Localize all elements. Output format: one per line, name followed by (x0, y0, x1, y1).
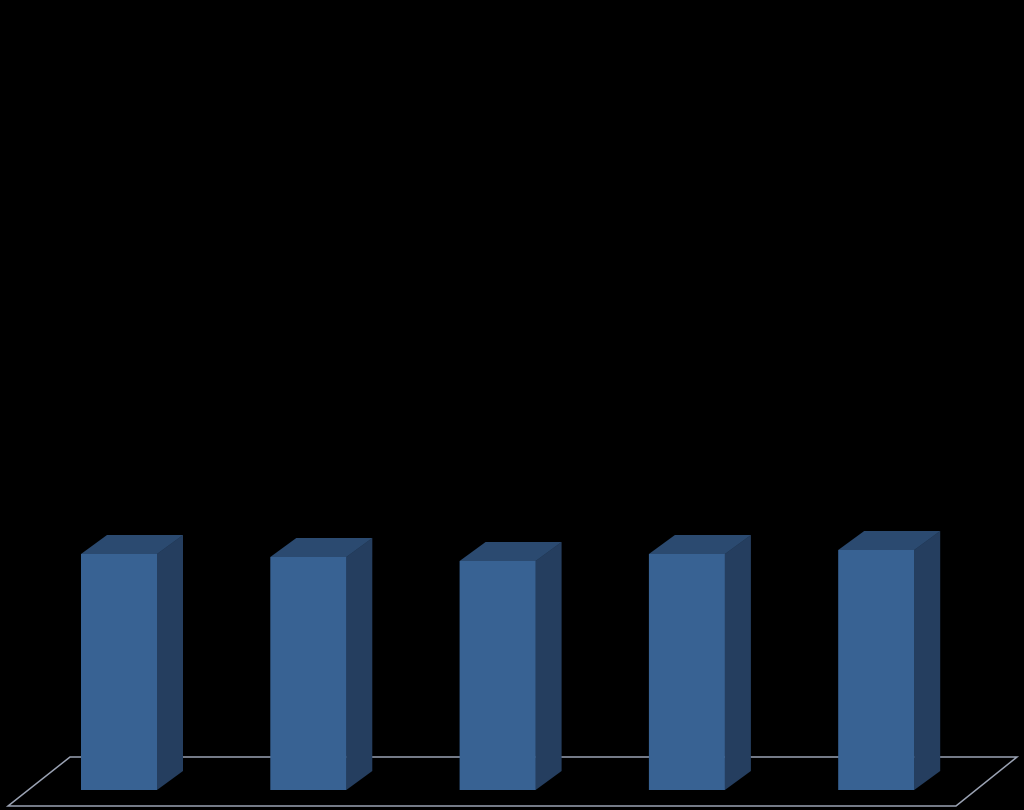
bar-4 (649, 535, 751, 790)
bar-side (536, 542, 562, 790)
bar-series (81, 531, 940, 790)
bar-front (270, 557, 346, 790)
bar-1 (81, 535, 183, 790)
bar-front (460, 561, 536, 790)
bar-2 (270, 538, 372, 790)
bar-front (81, 554, 157, 790)
bar-side (914, 531, 940, 790)
bar-side (725, 535, 751, 790)
bar-side (346, 538, 372, 790)
bar-front (838, 550, 914, 790)
bar-front (649, 554, 725, 790)
bar-side (157, 535, 183, 790)
bar-3 (460, 542, 562, 790)
bar-5 (838, 531, 940, 790)
